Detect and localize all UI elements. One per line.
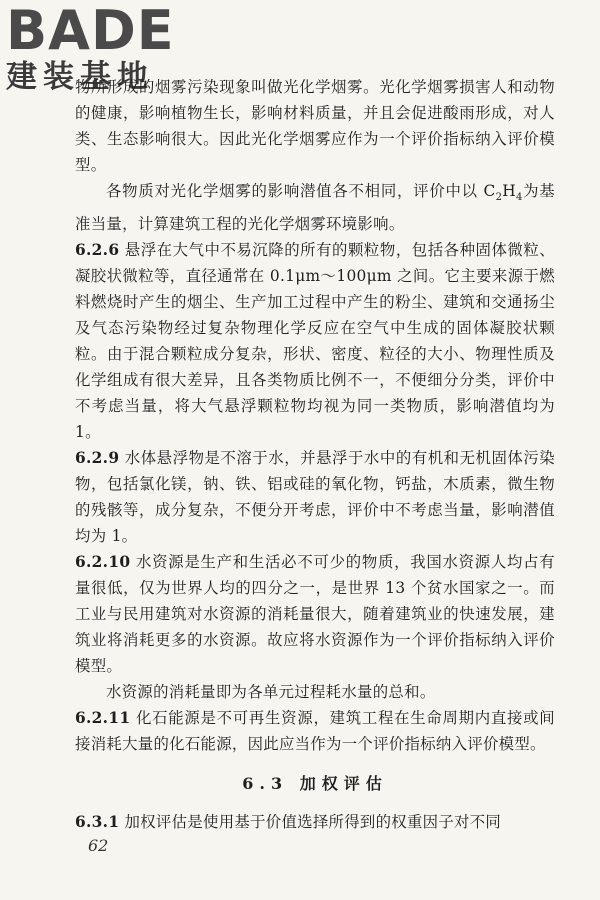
paragraph-text: H bbox=[502, 182, 516, 200]
page-body bbox=[75, 74, 555, 835]
clause-text: 水资源是生产和生活必不可少的物质，我国水资源人均占有量很低，仅为世界人均的四分之一，是世界 13 个贫水国家之一。而工业与民用建筑对水资源的消耗量很大，随着建筑业的快速发展，建筑业将消耗更多的水资源。故应将水资源作为一个评价指标纳入评价模型。 bbox=[75, 553, 555, 676]
paragraph-photochemical-smog bbox=[75, 74, 555, 178]
clause-text: 化石能源是不可再生资源，建筑工程在生命周期内直接或间接消耗大量的化石能源，因此应当作为一个评价指标纳入评价模型。 bbox=[75, 709, 555, 754]
paragraph-water-consumption bbox=[75, 679, 555, 705]
clause-number: 6.2.10 bbox=[75, 553, 131, 572]
page-number: 62 bbox=[88, 836, 109, 855]
section-heading: 6.3 加权评估 bbox=[242, 774, 388, 794]
clause-text: 加权评估是使用基于价值选择所得到的权重因子对不同 bbox=[124, 813, 502, 832]
clause-6-2-10 bbox=[75, 549, 555, 679]
subscript: 4 bbox=[515, 192, 523, 204]
paragraph-text: 为基准当量，计算建筑工程的光化学烟雾环境影响。 bbox=[75, 182, 555, 234]
paragraph-c2h4-baseline bbox=[75, 178, 555, 237]
clause-text: 悬浮在大气中不易沉降的所有的颗粒物，包括各种固体微粒、凝胶状微粒等，直径通常在 0.1μm～100μm 之间。它主要来源于燃料燃烧时产生的烟尘、生产加工过程中产生的粉尘、建筑和交通扬尘及气态污染物经过复杂物理化学反应在空气中生成的固体凝胶状颗粒。由于混合颗粒成分复杂，形状、密度、粒径的大小、物理性质及化学组成有很大差异，且各类物质比例不一，不便细分分类，评价中不考虑当量，将大气悬浮颗粒物均视为同一类物质，影响潜值均为 1。 bbox=[75, 241, 555, 442]
paragraph-text: 各物质对光化学烟雾的影响潜值各不相同，评价中以 C bbox=[106, 182, 496, 200]
paragraph-text: 水资源的消耗量即为各单元过程耗水量的总和。 bbox=[106, 683, 436, 702]
subscript: 2 bbox=[495, 192, 503, 204]
logo-wordmark: BADE bbox=[6, 0, 175, 62]
clause-6-3-1 bbox=[75, 809, 555, 835]
clause-text: 水体悬浮物是不溶于水，并悬浮于水中的有机和无机固体污染物，包括氯化镁，钠、铁、铝或硅的氧化物，钙盐，木质素，微生物的残骸等，成分复杂，不便分开考虑，评价中不考虑当量，影响潜值均为 1。 bbox=[75, 449, 555, 546]
clause-6-2-9 bbox=[75, 445, 555, 549]
clause-number: 6.2.9 bbox=[75, 449, 120, 468]
clause-number: 6.3.1 bbox=[75, 813, 120, 832]
clause-number: 6.2.6 bbox=[75, 241, 120, 260]
clause-number: 6.2.11 bbox=[75, 709, 131, 728]
paragraph-text: 物所形成的烟雾污染现象叫做光化学烟雾。光化学烟雾损害人和动物的健康，影响植物生长，影响材料质量，并且会促进酸雨形成，对人类、生态影响很大。因此光化学烟雾应作为一个评价指标纳入评价模型。 bbox=[75, 78, 555, 174]
clause-6-2-11 bbox=[75, 705, 555, 757]
logo-chinese-text: 建装基地 bbox=[6, 59, 154, 95]
clause-6-2-6 bbox=[75, 237, 555, 445]
